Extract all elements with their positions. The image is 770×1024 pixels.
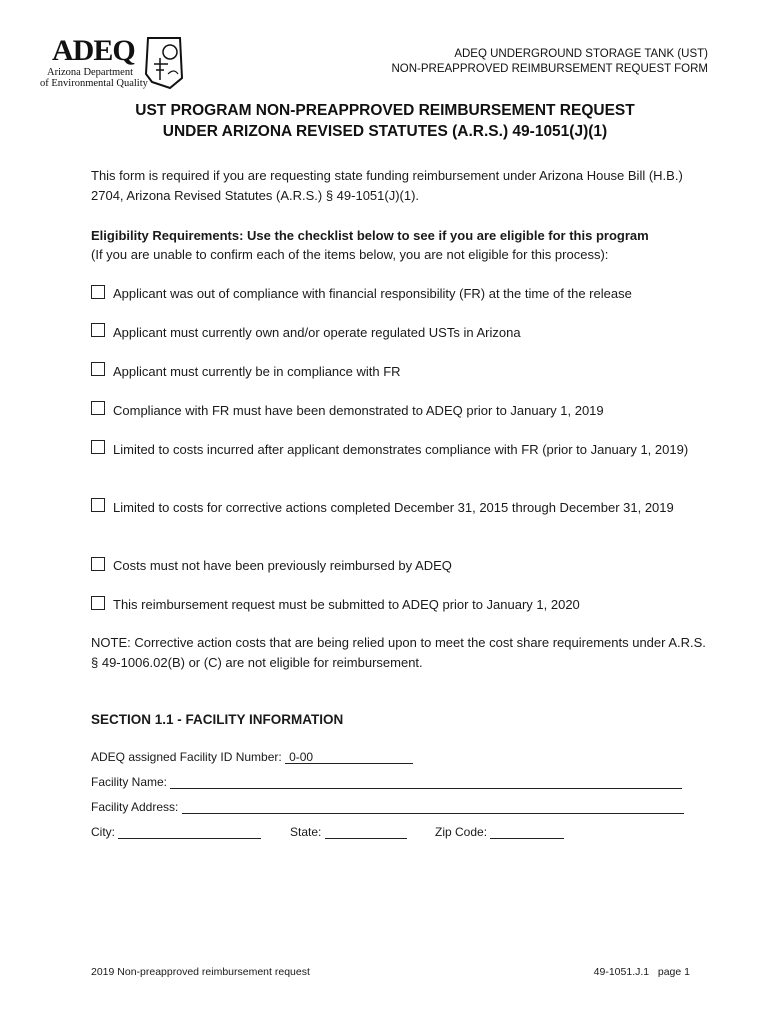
- zip-input[interactable]: [490, 825, 564, 839]
- state-label: State:: [290, 825, 322, 839]
- facility-address-input[interactable]: [182, 800, 684, 814]
- zip-row: [435, 825, 564, 839]
- logo-subtitle-1: Arizona Department: [47, 67, 134, 78]
- checklist-item: Limited to costs for corrective actions completed December 31, 2015 through December 31, 2019: [113, 500, 674, 515]
- facility-address-row: [91, 800, 684, 814]
- eligibility-heading: Eligibility Requirements: Use the checklist below to see if you are eligible for this program: [91, 228, 649, 243]
- facility-id-value: 0-00: [289, 750, 314, 764]
- checklist-item: Applicant must currently be in compliance with FR: [113, 364, 401, 379]
- city-label: City:: [91, 825, 115, 839]
- footer-left: 2019 Non-preapproved reimbursement request: [91, 966, 310, 978]
- logo-subtitle-2: of Environmental Quality: [40, 78, 148, 89]
- checklist-item: Applicant was out of compliance with financial responsibility (FR) at the time of the release: [113, 286, 632, 301]
- facility-name-row: [91, 775, 682, 789]
- state-input[interactable]: [325, 825, 407, 839]
- facility-name-input[interactable]: [170, 775, 682, 789]
- facility-address-label: Facility Address:: [91, 800, 179, 814]
- checklist-item: This reimbursement request must be submitted to ADEQ prior to January 1, 2020: [113, 597, 580, 612]
- header-line-1: ADEQ UNDERGROUND STORAGE TANK (UST): [454, 48, 708, 60]
- title-line-1: UST PROGRAM NON-PREAPPROVED REIMBURSEMENT REQUEST: [135, 102, 635, 119]
- eligibility-subtext: (If you are unable to confirm each of the items below, you are not eligible for this process):: [91, 247, 609, 262]
- header-line-2: NON-PREAPPROVED REIMBURSEMENT REQUEST FORM: [391, 63, 708, 75]
- checklist-item: Compliance with FR must have been demonstrated to ADEQ prior to January 1, 2019: [113, 403, 604, 418]
- facility-id-input[interactable]: [285, 750, 413, 764]
- note-paragraph: NOTE: Corrective action costs that are being relied upon to meet the cost share requirements under A.R.S. § 49-1006.02(B) or (C) are not eligible for reimbursement.: [91, 635, 706, 670]
- city-row: [91, 825, 261, 839]
- footer-page-number: 49-1051.J.1 page 1: [593, 966, 690, 978]
- checklist-item: Applicant must currently own and/or operate regulated USTs in Arizona: [113, 325, 521, 340]
- state-row: [290, 825, 407, 839]
- logo-wordmark: ADEQ: [52, 34, 135, 67]
- section-heading: SECTION 1.1 - FACILITY INFORMATION: [91, 712, 344, 727]
- facility-id-row: [91, 750, 413, 764]
- city-input[interactable]: [118, 825, 261, 839]
- zip-label: Zip Code:: [435, 825, 488, 839]
- facility-id-label: ADEQ assigned Facility ID Number:: [91, 750, 282, 764]
- checklist-item: Limited to costs incurred after applicant demonstrates compliance with FR (prior to January 1, 2019): [113, 442, 689, 457]
- title-line-2: UNDER ARIZONA REVISED STATUTES (A.R.S.) 49-1051(J)(1): [162, 123, 608, 140]
- facility-name-label: Facility Name:: [91, 775, 168, 789]
- intro-paragraph: This form is required if you are requesting state funding reimbursement under Arizona House Bill (H.B.) 2704, Arizona Revised Statutes (A.R.S.) § 49-1051(J)(1).: [91, 168, 683, 203]
- checklist-item: Costs must not have been previously reimbursed by ADEQ: [113, 558, 452, 573]
